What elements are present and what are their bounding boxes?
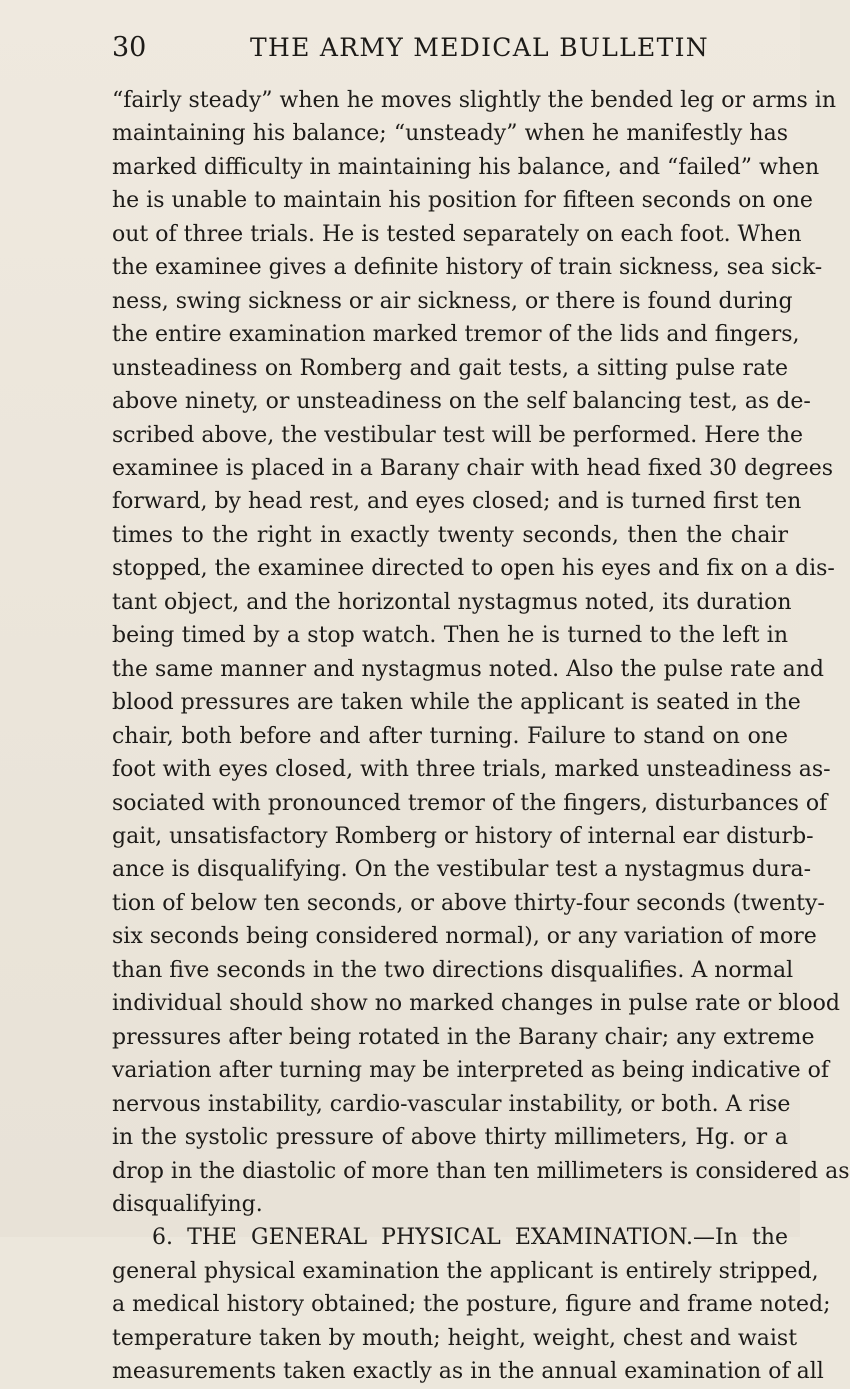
text-line: maintaining his balance; “unsteady” when he manifestly has	[112, 121, 788, 147]
text-line: being timed by a stop watch. Then he is turned to the left in	[112, 623, 788, 649]
text-line: “fairly steady” when he moves slightly the bended leg or arms in	[112, 88, 836, 113]
text-line: sociated with pronounced tremor of the fingers, disturbances of	[112, 790, 828, 816]
text-line: examinee is placed in a Barany chair with head fixed 30 degrees	[112, 455, 834, 481]
paragraph-end-line: disqualifying.	[112, 1191, 263, 1217]
text-line: he is unable to maintain his position for fifteen seconds on one	[112, 188, 813, 214]
text-line: forward, by head rest, and eyes closed; and is turned first ten	[112, 489, 802, 515]
text-line: the same manner and nystagmus noted. Also the pulse rate and	[112, 656, 825, 682]
running-title: THE ARMY MEDICAL BULLETIN	[250, 33, 709, 62]
text-line: blood pressures are taken while the applicant is seated in the	[112, 690, 801, 716]
text-line: general physical examination the applicant is entirely stripped,	[112, 1258, 819, 1284]
section-heading-line: 6. THE GENERAL PHYSICAL EXAMINATION.—In the	[152, 1225, 788, 1251]
text-line: above ninety, or unsteadiness on the self balancing test, as de-	[112, 389, 811, 415]
text-line: tant object, and the horizontal nystagmus noted, its duration	[112, 589, 792, 615]
page-header	[112, 28, 752, 68]
text-line: temperature taken by mouth; height, weight, chest and waist	[112, 1325, 798, 1351]
text-line: than five seconds in the two directions disqualifies. A normal	[112, 957, 794, 983]
text-line: in the systolic pressure of above thirty millimeters, Hg. or a	[112, 1125, 788, 1151]
text-line: tion of below ten seconds, or above thirty-four seconds (twenty-	[112, 890, 825, 916]
text-line: gait, unsatisfactory Romberg or history of internal ear disturb-	[112, 823, 814, 849]
body-text	[112, 84, 850, 1389]
text-line: the entire examination marked tremor of the lids and fingers,	[112, 322, 800, 348]
text-line: nervous instability, cardio-vascular instability, or both. A rise	[112, 1091, 791, 1117]
text-line: foot with eyes closed, with three trials, marked unsteadiness as-	[112, 757, 831, 783]
text-line: chair, both before and after turning. Failure to stand on one	[112, 723, 788, 749]
page-number: 30	[112, 32, 147, 63]
text-line: a medical history obtained; the posture, figure and frame noted;	[112, 1292, 831, 1318]
text-line: variation after turning may be interpreted as being indicative of	[112, 1058, 829, 1084]
text-line: ness, swing sickness or air sickness, or there is found during	[112, 288, 793, 314]
text-line: stopped, the examinee directed to open his eyes and fix on a dis-	[112, 556, 835, 582]
text-line: marked difficulty in maintaining his balance, and “failed” when	[112, 154, 820, 180]
text-line: ance is disqualifying. On the vestibular test a nystagmus dura-	[112, 857, 812, 883]
text-line: the examinee gives a definite history of train sickness, sea sick-	[112, 255, 823, 281]
text-line: out of three trials. He is tested separately on each foot. When	[112, 221, 802, 247]
text-line: unsteadiness on Romberg and gait tests, a sitting pulse rate	[112, 355, 788, 381]
text-line: scribed above, the vestibular test will be performed. Here the	[112, 422, 804, 448]
text-line: times to the right in exactly twenty seconds, then the chair	[112, 522, 788, 548]
text-line: individual should show no marked changes in pulse rate or blood	[112, 991, 840, 1017]
text-line: six seconds being considered normal), or any variation of more	[112, 924, 817, 950]
text-line: pressures after being rotated in the Barany chair; any extreme	[112, 1024, 815, 1050]
text-line: measurements taken exactly as in the annual examination of all	[112, 1359, 824, 1385]
text-line: drop in the diastolic of more than ten millimeters is considered as	[112, 1158, 850, 1184]
